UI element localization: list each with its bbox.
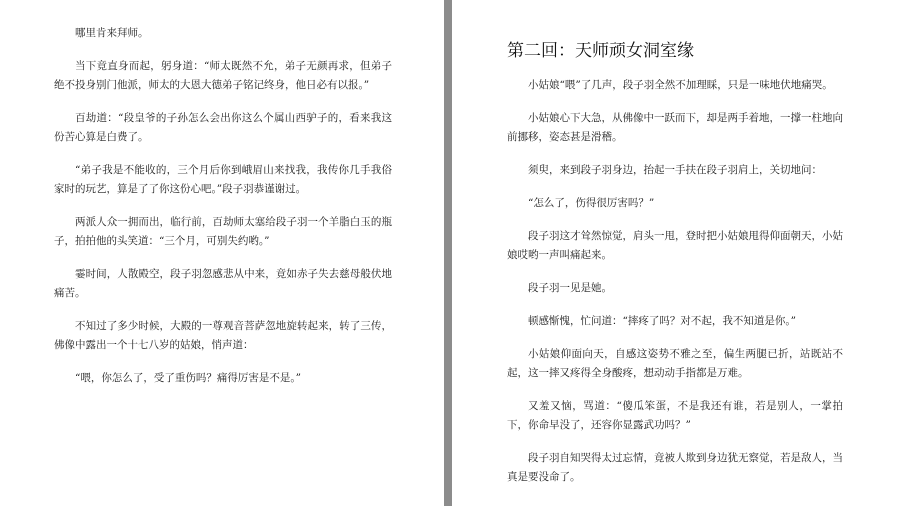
paragraph: “怎么了，伤得很厉害吗？” — [528, 197, 655, 209]
paragraph: 当下竟直身而起，躬身道：“师太既然不允，弟子无颜再求，但弟子绝不投身别门他派，师太的大恩大德弟子铭记终身，他日必有以报。” — [54, 60, 392, 91]
left-page-text — [54, 24, 392, 402]
paragraph: 百劫道：“段皇爷的子孙怎么会出你这么个属山西驴子的，看来我这份苦心算是白费了。 — [54, 112, 392, 143]
paragraph: 两派人众一拥而出，临行前，百劫师太塞给段子羽一个羊脂白玉的瓶子，拍拍他的头笑道：“三个月，可别失约哟。” — [54, 216, 392, 247]
paragraph: 哪里肯来拜师。 — [75, 27, 149, 39]
left-page — [0, 0, 444, 506]
right-page-text — [507, 40, 843, 501]
paragraph: 小姑娘“喂”了几声，段子羽全然不加理睬，只是一味地伏地痛哭。 — [528, 79, 833, 91]
paragraph: 又羞又恼，骂道：“傻瓜笨蛋，不是我还有谁，若是别人，一掌拍下，你命早没了，还容你显露武功吗？” — [507, 400, 843, 431]
paragraph: “喂，你怎么了，受了重伤吗？痛得厉害是不是。” — [75, 372, 301, 384]
paragraph: 段子羽自知哭得太过忘情，竟被人欺到身边犹无察觉，若是敌人，当真是要没命了。 — [507, 452, 843, 483]
paragraph: “弟子我是不能收的，三个月后你到峨眉山来找我，我传你几手我俗家时的玩艺，算是了了你这份心吧。”段子羽恭谨谢过。 — [54, 164, 392, 195]
paragraph: 小姑娘仰面向天，自感这姿势不雅之至，偏生两腿已折，站既站不起，这一摔又疼得全身酸疼，想动动手指都是万难。 — [507, 348, 843, 379]
paragraph: 霎时间，人散殿空，段子羽忽感悲从中来，竟如赤子失去慈母般伏地痛苦。 — [54, 268, 392, 299]
paragraph: 段子羽一见是她。 — [528, 282, 612, 294]
chapter-title: 第二回：天师顽女洞室缘 — [507, 41, 694, 61]
paragraph: 须臾，来到段子羽身边，抬起一手扶在段子羽肩上，关切地问： — [528, 164, 822, 176]
paragraph: 不知过了多少时候，大殿的一尊观音菩萨忽地旋转起来，转了三传，佛像中露出一个十七八岁的姑娘，悄声道： — [54, 320, 392, 351]
paragraph: 段子羽这才耸然惊觉，肩头一甩，登时把小姑娘甩得仰面朝天，小姑娘哎哟一声叫痛起来。 — [507, 230, 843, 261]
paragraph: 顿感惭愧，忙问道：“摔疼了吗？对不起，我不知道是你。” — [528, 315, 796, 327]
paragraph: 小姑娘心下大急，从佛像中一跃而下，却是两手着地，一撑一柱地向前挪移，姿态甚是滑稽。 — [507, 112, 843, 143]
page-gutter — [444, 0, 452, 506]
right-page — [452, 0, 899, 506]
